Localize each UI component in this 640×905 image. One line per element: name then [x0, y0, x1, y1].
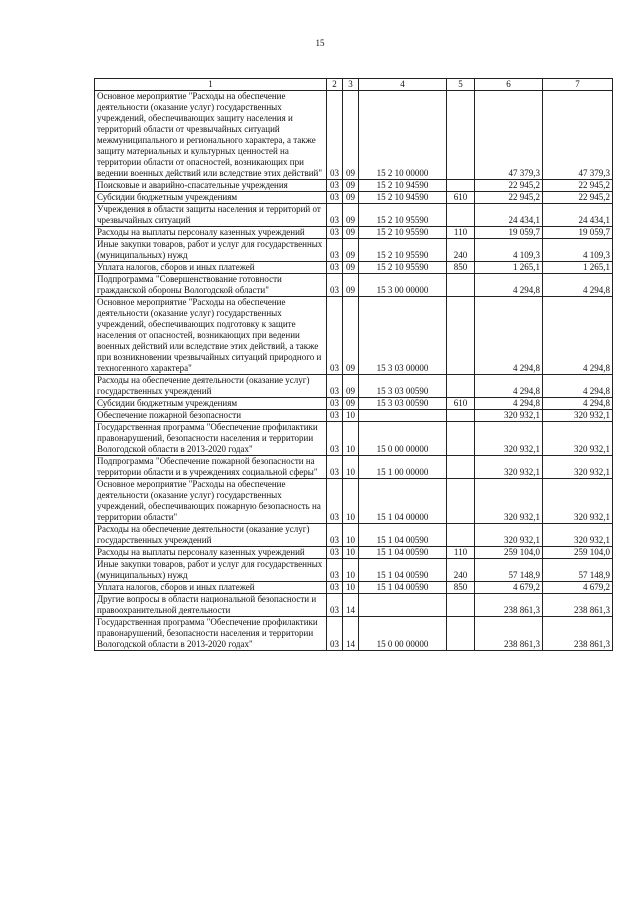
table-row — [95, 410, 613, 422]
row-amount-1: 1 265,1 — [475, 262, 543, 274]
row-section: 03 — [327, 297, 343, 375]
row-amount-2: 4 294,8 — [543, 297, 613, 375]
row-expense-type — [447, 91, 475, 180]
row-subsection: 09 — [343, 192, 359, 204]
row-expense-type — [447, 617, 475, 651]
row-section: 03 — [327, 192, 343, 204]
row-amount-2: 4 294,8 — [543, 274, 613, 297]
table-row — [95, 297, 613, 375]
row-section: 03 — [327, 204, 343, 227]
row-amount-2: 47 379,3 — [543, 91, 613, 180]
row-amount-1: 57 148,9 — [475, 559, 543, 582]
row-amount-1: 259 104,0 — [475, 547, 543, 559]
row-expense-type: 240 — [447, 239, 475, 262]
row-section: 03 — [327, 410, 343, 422]
row-expense-type — [447, 204, 475, 227]
row-expense-type — [447, 297, 475, 375]
row-expense-type: 610 — [447, 192, 475, 204]
row-target-article: 15 2 10 95590 — [359, 262, 447, 274]
row-amount-1: 24 434,1 — [475, 204, 543, 227]
row-target-article: 15 1 04 00590 — [359, 559, 447, 582]
row-section: 03 — [327, 617, 343, 651]
row-name: Поисковые и аварийно-спасательные учреждения — [95, 180, 327, 192]
row-amount-1: 238 861,3 — [475, 594, 543, 617]
row-subsection: 10 — [343, 547, 359, 559]
row-subsection: 09 — [343, 375, 359, 398]
row-target-article: 15 0 00 00000 — [359, 617, 447, 651]
row-section: 03 — [327, 375, 343, 398]
row-amount-2: 320 932,1 — [543, 410, 613, 422]
row-section: 03 — [327, 91, 343, 180]
table-row — [95, 274, 613, 297]
row-amount-1: 22 945,2 — [475, 192, 543, 204]
header-cell-7: 7 — [543, 79, 613, 91]
row-subsection: 10 — [343, 422, 359, 456]
row-amount-2: 320 932,1 — [543, 456, 613, 479]
row-target-article — [359, 410, 447, 422]
row-amount-1: 320 932,1 — [475, 410, 543, 422]
row-expense-type: 850 — [447, 582, 475, 594]
row-target-article: 15 3 03 00590 — [359, 398, 447, 410]
row-amount-1: 4 679,2 — [475, 582, 543, 594]
table-row — [95, 91, 613, 180]
row-target-article: 15 1 00 00000 — [359, 456, 447, 479]
row-amount-2: 4 109,3 — [543, 239, 613, 262]
row-subsection: 14 — [343, 594, 359, 617]
table-row — [95, 204, 613, 227]
table-row — [95, 375, 613, 398]
header-cell-2: 2 — [327, 79, 343, 91]
row-target-article: 15 2 10 00000 — [359, 91, 447, 180]
row-target-article: 15 1 04 00590 — [359, 547, 447, 559]
row-amount-1: 19 059,7 — [475, 227, 543, 239]
row-subsection: 09 — [343, 227, 359, 239]
header-cell-1: 1 — [95, 79, 327, 91]
row-amount-1: 22 945,2 — [475, 180, 543, 192]
row-expense-type — [447, 274, 475, 297]
row-subsection: 10 — [343, 559, 359, 582]
row-name: Государственная программа "Обеспечение профилактики правонарушений, безопасности населения и территории Вологодской области в 2013-2020 годах" — [95, 617, 327, 651]
row-expense-type: 110 — [447, 227, 475, 239]
row-name: Иные закупки товаров, работ и услуг для государственных (муниципальных) нужд — [95, 239, 327, 262]
row-amount-1: 47 379,3 — [475, 91, 543, 180]
row-section: 03 — [327, 180, 343, 192]
header-row — [95, 79, 613, 91]
row-name: Расходы на выплаты персоналу казенных учреждений — [95, 547, 327, 559]
row-section: 03 — [327, 582, 343, 594]
row-target-article: 15 1 04 00000 — [359, 479, 447, 524]
row-name: Учреждения в области защиты населения и территорий от чрезвычайных ситуаций — [95, 204, 327, 227]
row-amount-1: 238 861,3 — [475, 617, 543, 651]
row-expense-type: 850 — [447, 262, 475, 274]
row-section: 03 — [327, 524, 343, 547]
row-subsection: 09 — [343, 262, 359, 274]
row-section: 03 — [327, 274, 343, 297]
row-subsection: 10 — [343, 524, 359, 547]
row-amount-2: 22 945,2 — [543, 180, 613, 192]
row-expense-type: 110 — [447, 547, 475, 559]
row-expense-type — [447, 180, 475, 192]
row-amount-1: 320 932,1 — [475, 422, 543, 456]
row-amount-2: 57 148,9 — [543, 559, 613, 582]
row-expense-type — [447, 456, 475, 479]
row-expense-type — [447, 479, 475, 524]
table-row — [95, 239, 613, 262]
table-row — [95, 422, 613, 456]
row-section: 03 — [327, 227, 343, 239]
row-name: Основное мероприятие "Расходы на обеспечение деятельности (оказание услуг) государственных учреждений, обеспечивающих пожарную безопасность на территории области" — [95, 479, 327, 524]
row-subsection: 09 — [343, 398, 359, 410]
row-amount-1: 320 932,1 — [475, 479, 543, 524]
row-subsection: 10 — [343, 582, 359, 594]
row-name: Уплата налогов, сборов и иных платежей — [95, 582, 327, 594]
table-row — [95, 594, 613, 617]
table-row — [95, 582, 613, 594]
row-section: 03 — [327, 479, 343, 524]
row-section: 03 — [327, 262, 343, 274]
row-subsection: 09 — [343, 91, 359, 180]
page-number: 15 — [315, 38, 325, 48]
row-amount-2: 320 932,1 — [543, 479, 613, 524]
row-name: Основное мероприятие "Расходы на обеспечение деятельности (оказание услуг) государственных учреждений, обеспечивающих подготовку к защите населения от опасностей, возникающих при ведении военных действий или вследствие этих действий, а также при возникновении чрезвычайных ситуаций природного и техногенного характера" — [95, 297, 327, 375]
row-amount-2: 320 932,1 — [543, 422, 613, 456]
row-amount-2: 320 932,1 — [543, 524, 613, 547]
row-name: Подпрограмма "Совершенствование готовности гражданской обороны Вологодской области" — [95, 274, 327, 297]
table-row — [95, 262, 613, 274]
row-target-article: 15 2 10 95590 — [359, 227, 447, 239]
row-target-article: 15 3 03 00000 — [359, 297, 447, 375]
table-row — [95, 559, 613, 582]
table-row — [95, 547, 613, 559]
row-amount-1: 4 294,8 — [475, 274, 543, 297]
row-amount-1: 4 109,3 — [475, 239, 543, 262]
row-subsection: 09 — [343, 274, 359, 297]
budget-table — [94, 78, 613, 651]
row-expense-type: 610 — [447, 398, 475, 410]
row-name: Субсидии бюджетным учреждениям — [95, 192, 327, 204]
row-target-article: 15 2 10 95590 — [359, 204, 447, 227]
row-target-article: 15 1 04 00590 — [359, 582, 447, 594]
row-target-article: 15 0 00 00000 — [359, 422, 447, 456]
row-section: 03 — [327, 547, 343, 559]
table-row — [95, 192, 613, 204]
table-row — [95, 180, 613, 192]
row-section: 03 — [327, 594, 343, 617]
table-row — [95, 617, 613, 651]
row-amount-2: 259 104,0 — [543, 547, 613, 559]
row-amount-2: 4 294,8 — [543, 375, 613, 398]
row-subsection: 09 — [343, 239, 359, 262]
header-cell-3: 3 — [343, 79, 359, 91]
row-amount-2: 238 861,3 — [543, 617, 613, 651]
row-expense-type — [447, 410, 475, 422]
row-target-article — [359, 594, 447, 617]
row-subsection: 09 — [343, 204, 359, 227]
row-name: Субсидии бюджетным учреждениям — [95, 398, 327, 410]
row-amount-1: 4 294,8 — [475, 297, 543, 375]
row-amount-2: 4 679,2 — [543, 582, 613, 594]
table-body — [95, 79, 613, 651]
row-amount-2: 238 861,3 — [543, 594, 613, 617]
row-amount-1: 4 294,8 — [475, 398, 543, 410]
row-name: Другие вопросы в области национальной безопасности и правоохранительной деятельности — [95, 594, 327, 617]
row-section: 03 — [327, 239, 343, 262]
row-subsection: 14 — [343, 617, 359, 651]
row-section: 03 — [327, 456, 343, 479]
header-cell-6: 6 — [475, 79, 543, 91]
row-amount-2: 1 265,1 — [543, 262, 613, 274]
row-section: 03 — [327, 422, 343, 456]
row-expense-type — [447, 375, 475, 398]
row-name: Расходы на обеспечение деятельности (оказание услуг) государственных учреждений — [95, 524, 327, 547]
row-subsection: 10 — [343, 410, 359, 422]
row-expense-type — [447, 594, 475, 617]
row-expense-type — [447, 422, 475, 456]
row-name: Обеспечение пожарной безопасности — [95, 410, 327, 422]
row-section: 03 — [327, 398, 343, 410]
row-amount-1: 320 932,1 — [475, 524, 543, 547]
row-expense-type — [447, 524, 475, 547]
row-name: Уплата налогов, сборов и иных платежей — [95, 262, 327, 274]
table-row — [95, 227, 613, 239]
row-section: 03 — [327, 559, 343, 582]
row-name: Иные закупки товаров, работ и услуг для государственных (муниципальных) нужд — [95, 559, 327, 582]
table-row — [95, 456, 613, 479]
table-row — [95, 398, 613, 410]
row-subsection: 10 — [343, 456, 359, 479]
row-target-article: 15 2 10 95590 — [359, 239, 447, 262]
row-amount-2: 4 294,8 — [543, 398, 613, 410]
row-name: Подпрограмма "Обеспечение пожарной безопасности на территории области и в учреждениях социальной сферы" — [95, 456, 327, 479]
row-target-article: 15 1 04 00590 — [359, 524, 447, 547]
row-name: Расходы на выплаты персоналу казенных учреждений — [95, 227, 327, 239]
header-cell-5: 5 — [447, 79, 475, 91]
row-amount-2: 22 945,2 — [543, 192, 613, 204]
row-amount-1: 4 294,8 — [475, 375, 543, 398]
row-subsection: 09 — [343, 180, 359, 192]
table-row — [95, 524, 613, 547]
row-amount-2: 19 059,7 — [543, 227, 613, 239]
row-name: Основное мероприятие "Расходы на обеспечение деятельности (оказание услуг) государственных учреждений, обеспечивающих защиту населения и территорий области от чрезвычайных ситуаций межмуниципального и регионального характера, а также защиту материальных и культурных ценностей на территории области от опасностей, возникающих при ведении военных действий или вследствие этих действий" — [95, 91, 327, 180]
row-expense-type: 240 — [447, 559, 475, 582]
row-amount-2: 24 434,1 — [543, 204, 613, 227]
row-target-article: 15 3 03 00590 — [359, 375, 447, 398]
row-name: Расходы на обеспечение деятельности (оказание услуг) государственных учреждений — [95, 375, 327, 398]
row-subsection: 09 — [343, 297, 359, 375]
row-target-article: 15 3 00 00000 — [359, 274, 447, 297]
row-name: Государственная программа "Обеспечение профилактики правонарушений, безопасности населения и территории Вологодской области в 2013-2020 годах" — [95, 422, 327, 456]
row-target-article: 15 2 10 94590 — [359, 192, 447, 204]
row-subsection: 10 — [343, 479, 359, 524]
row-amount-1: 320 932,1 — [475, 456, 543, 479]
header-cell-4: 4 — [359, 79, 447, 91]
row-target-article: 15 2 10 94590 — [359, 180, 447, 192]
table-row — [95, 479, 613, 524]
